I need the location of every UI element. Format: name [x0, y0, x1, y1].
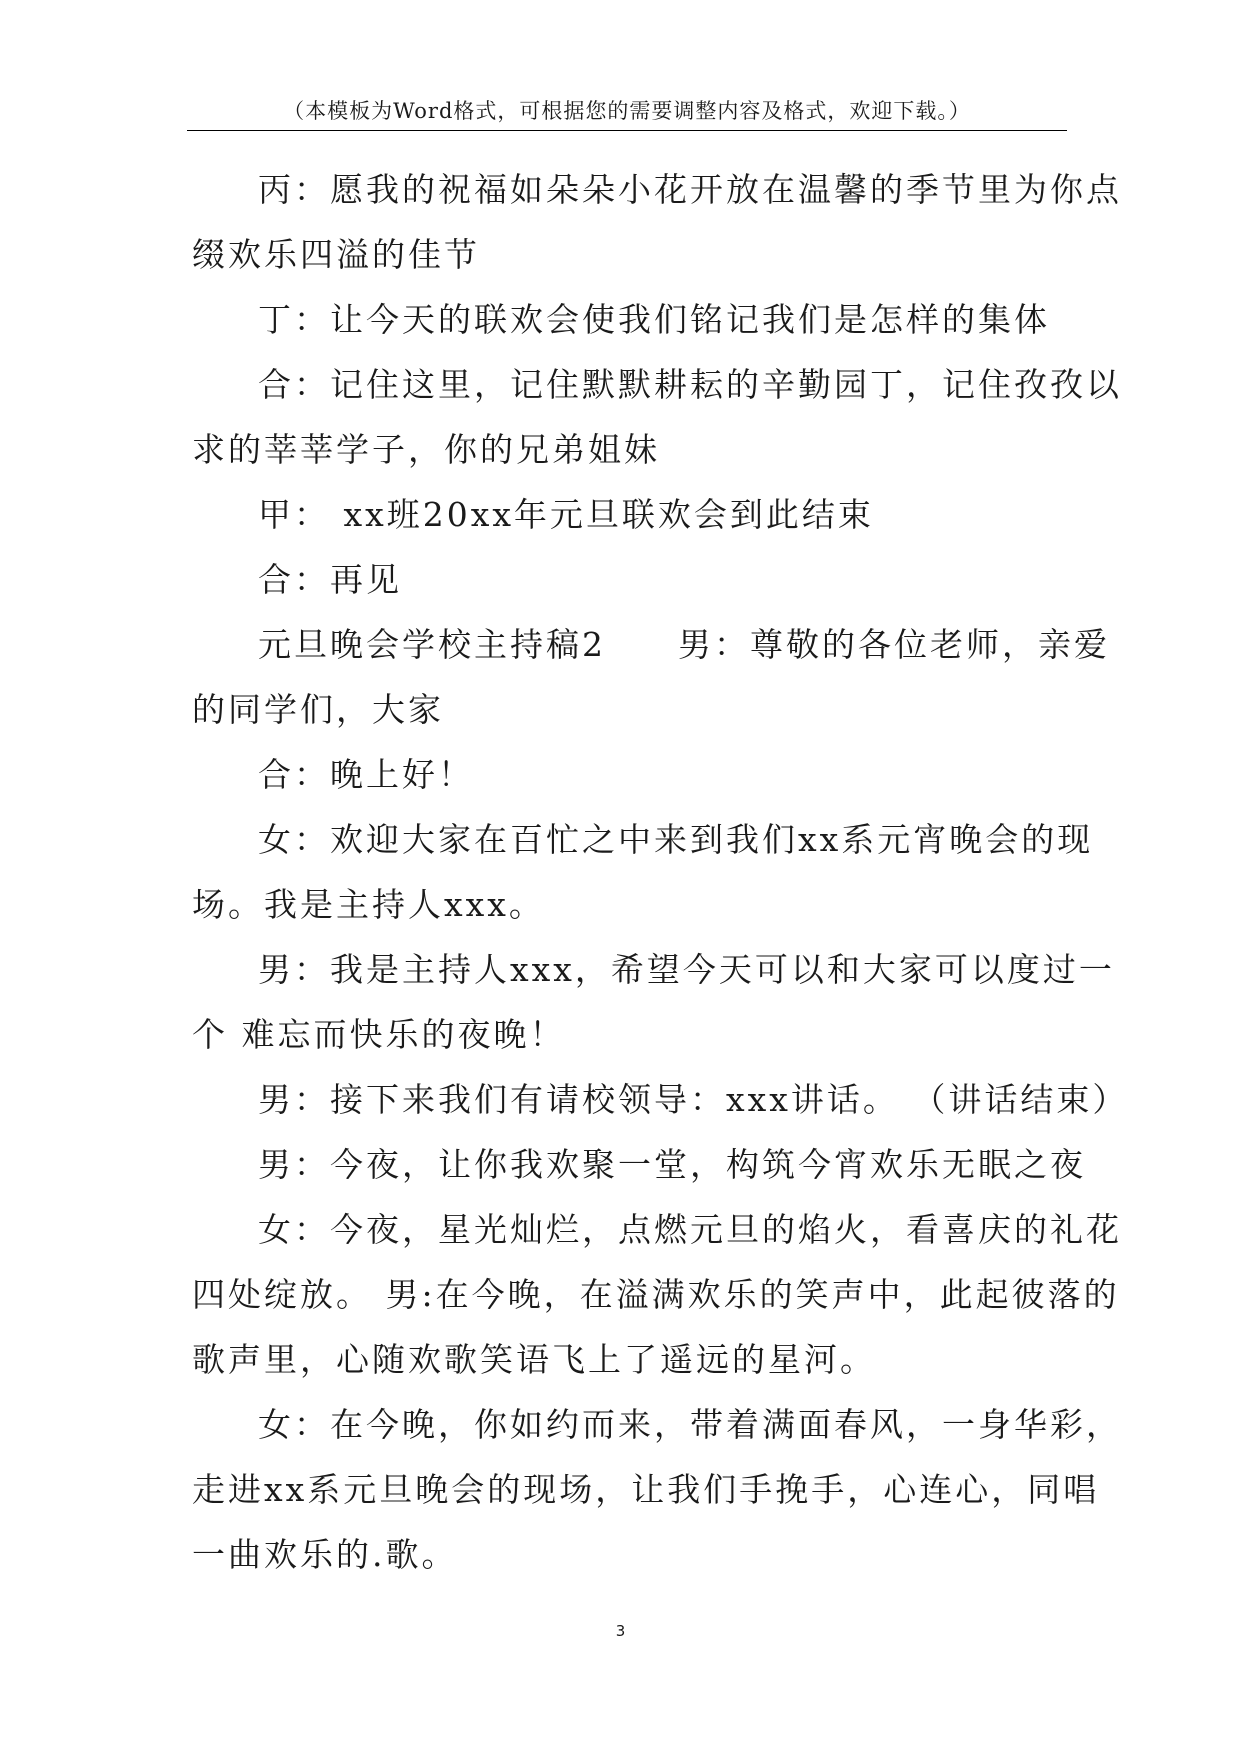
body-line: 一曲欢乐的.歌。 — [192, 1535, 458, 1574]
body-line: 元旦晚会学校主持稿2 男：尊敬的各位老师，亲爱 — [258, 625, 1110, 664]
body-line: 场。我是主持人xxx。 — [192, 885, 545, 924]
body-line: 缀欢乐四溢的佳节 — [192, 235, 480, 274]
body-line: 女：在今晚，你如约而来，带着满面春风，一身华彩， — [258, 1405, 1122, 1444]
body-line: 男：今夜，让你我欢聚一堂，构筑今宵欢乐无眠之夜 — [258, 1145, 1086, 1184]
body-line: 丁：让今天的联欢会使我们铭记我们是怎样的集体 — [258, 300, 1050, 339]
body-line: 的同学们，大家 — [192, 690, 444, 729]
body-line: 求的莘莘学子，你的兄弟姐妹 — [192, 430, 660, 469]
body-line: 男：我是主持人xxx，希望今天可以和大家可以度过一 — [258, 950, 1115, 989]
body-line: 女：欢迎大家在百忙之中来到我们xx系元宵晚会的现 — [258, 820, 1094, 859]
body-line: 四处绽放。 男:在今晚，在溢满欢乐的笑声中，此起彼落的 — [192, 1275, 1120, 1314]
body-line: 合：再见 — [258, 560, 402, 599]
body-line: 合：记住这里，记住默默耕耘的辛勤园丁，记住孜孜以 — [258, 365, 1122, 404]
header-divider — [187, 130, 1067, 131]
body-line: 丙：愿我的祝福如朵朵小花开放在温馨的季节里为你点 — [258, 170, 1122, 209]
document-header-note: （本模板为Word格式，可根据您的需要调整内容及格式，欢迎下载。） — [283, 99, 971, 123]
body-line: 个 难忘而快乐的夜晚！ — [192, 1015, 566, 1054]
body-line: 甲： xx班20xx年元旦联欢会到此结束 — [258, 495, 874, 534]
document-body — [192, 157, 1129, 1587]
body-line: 歌声里，心随欢歌笑语飞上了遥远的星河。 — [192, 1340, 876, 1379]
body-line: 合：晚上好！ — [258, 755, 474, 794]
page-number: 3 — [615, 1622, 626, 1640]
body-line: 走进xx系元旦晚会的现场，让我们手挽手，心连心，同唱 — [192, 1470, 1100, 1509]
body-line: 男：接下来我们有请校领导：xxx讲话。 （讲话结束） — [258, 1080, 1129, 1119]
body-line: 女：今夜，星光灿烂，点燃元旦的焰火，看喜庆的礼花 — [258, 1210, 1122, 1249]
